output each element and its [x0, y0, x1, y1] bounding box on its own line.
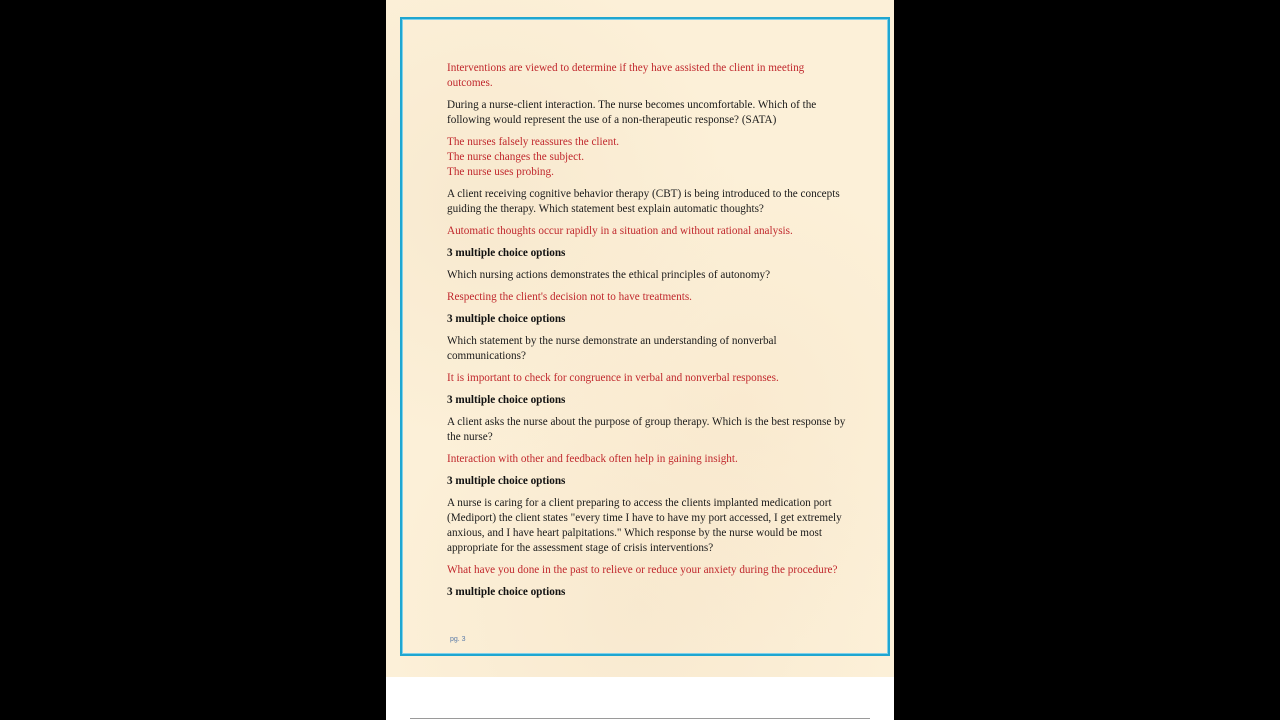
- document-viewer[interactable]: [386, 0, 894, 720]
- answer-option: The nurse uses probing.: [447, 166, 554, 178]
- question-text: A client receiving cognitive behavior therapy (CBT) is being introduced to the concepts guiding the therapy. Which statement best explain automatic thoughts?: [447, 188, 840, 215]
- answer-option: The nurse changes the subject.: [447, 151, 584, 163]
- question-text: Which nursing actions demonstrates the ethical principles of autonomy?: [447, 269, 771, 281]
- answer-text: Automatic thoughts occur rapidly in a situation and without rational analysis.: [447, 225, 793, 237]
- question-text: A client asks the nurse about the purpose of group therapy. Which is the best response by the nurse?: [447, 416, 846, 443]
- answer-option: The nurses falsely reassures the client.: [447, 136, 620, 148]
- next-page-divider: [410, 718, 870, 719]
- answer-text: Interaction with other and feedback often help in gaining insight.: [447, 453, 738, 465]
- document-page: [386, 0, 894, 677]
- answer-text: It is important to check for congruence in verbal and nonverbal responses.: [447, 372, 779, 384]
- page-number: pg. 3: [450, 636, 466, 643]
- options-note: 3 multiple choice options: [447, 586, 566, 598]
- answer-text: What have you done in the past to relieve or reduce your anxiety during the procedure?: [447, 564, 838, 576]
- question-text: A nurse is caring for a client preparing to access the clients implanted medication port (Mediport) the client states "every time I have to have my port accessed, I get extremely anxious, and I have heart palpitations." Which response by the nurse would be most appropriate for the assessment stage of crisis interventions?: [447, 497, 842, 554]
- answer-list: [447, 135, 847, 180]
- options-note: 3 multiple choice options: [447, 475, 566, 487]
- answer-text: Interventions are viewed to determine if they have assisted the client in meeting outcomes.: [447, 62, 805, 89]
- options-note: 3 multiple choice options: [447, 394, 566, 406]
- page-content: [447, 61, 847, 607]
- options-note: 3 multiple choice options: [447, 247, 566, 259]
- question-text: During a nurse-client interaction. The nurse becomes uncomfortable. Which of the following would represent the use of a non-therapeutic response? (SATA): [447, 99, 817, 126]
- options-note: 3 multiple choice options: [447, 313, 566, 325]
- question-text: Which statement by the nurse demonstrate an understanding of nonverbal communications?: [447, 335, 777, 362]
- answer-text: Respecting the client's decision not to have treatments.: [447, 291, 692, 303]
